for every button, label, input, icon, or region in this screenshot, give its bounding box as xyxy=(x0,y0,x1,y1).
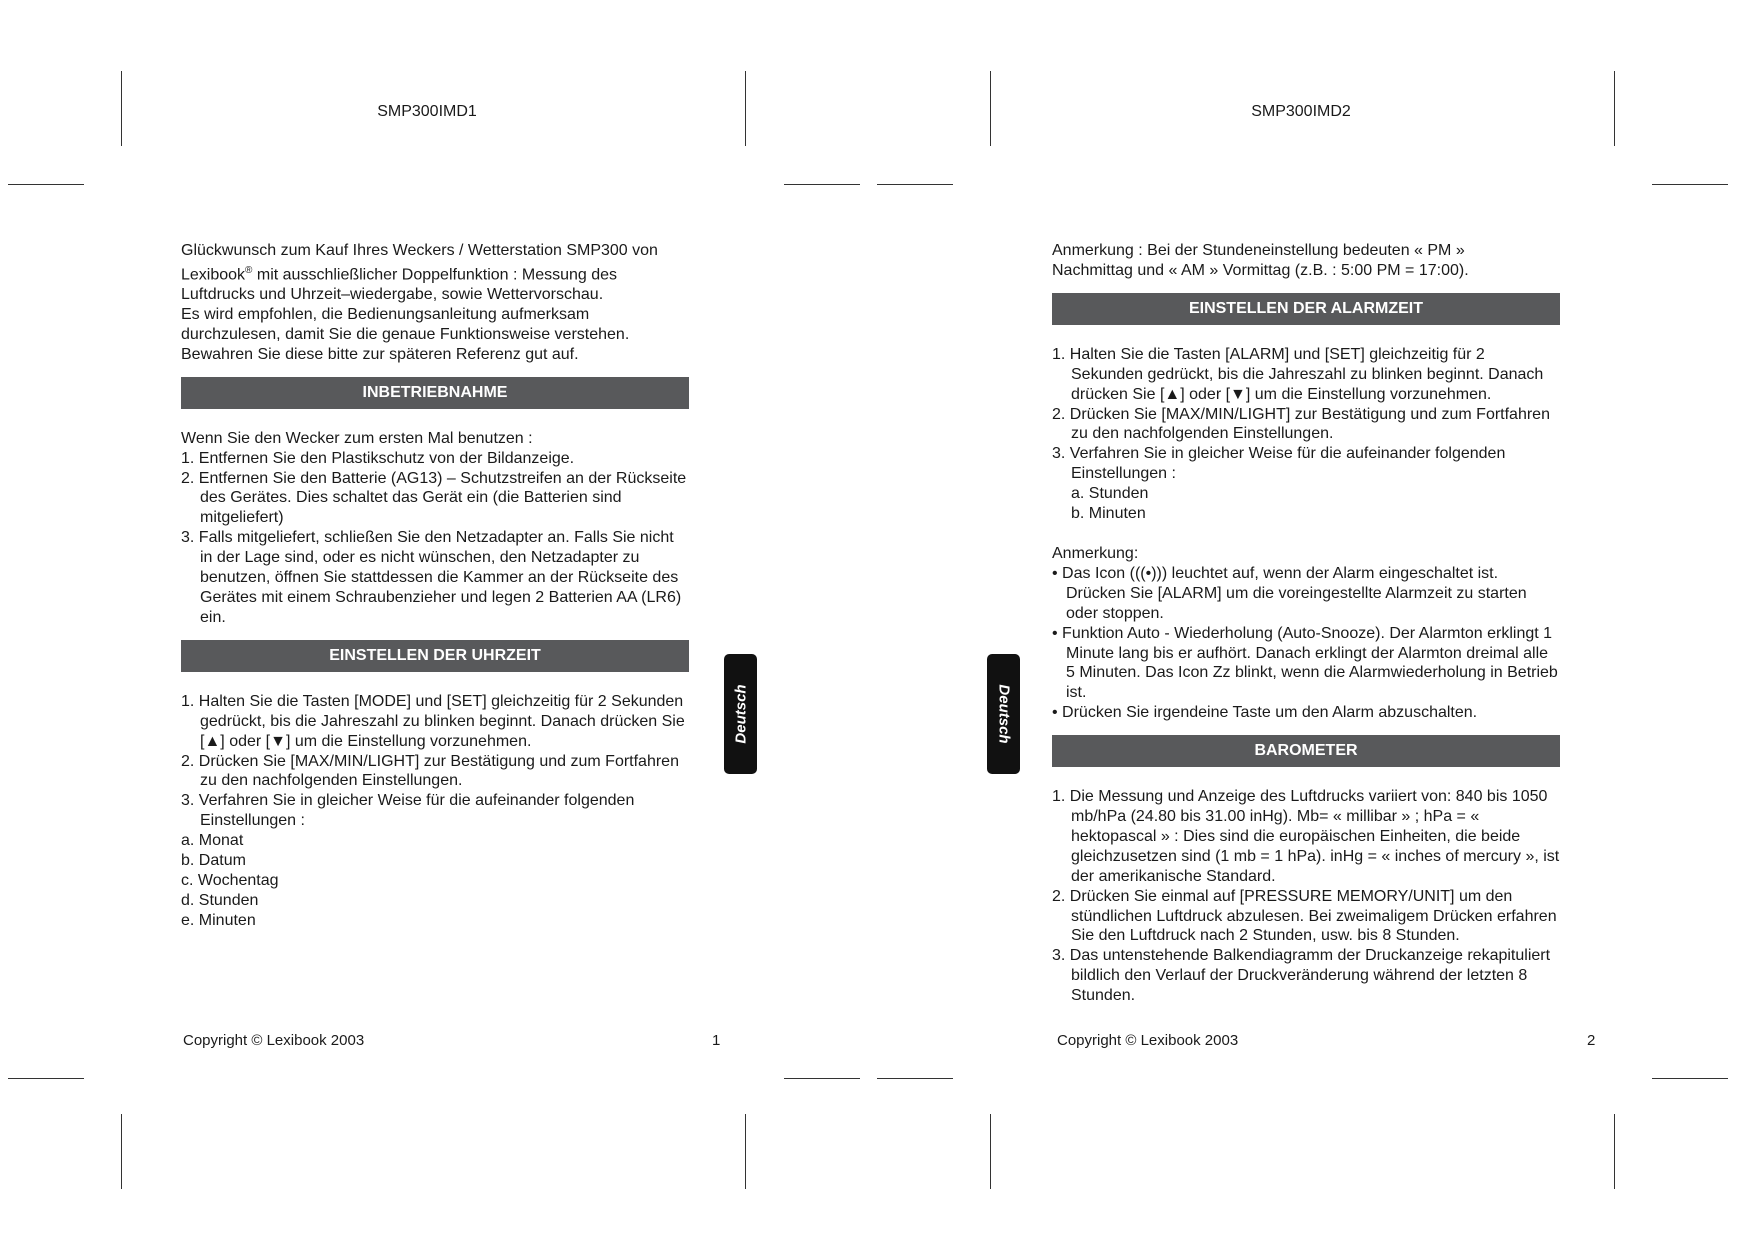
list-item: 2. Drücken Sie einmal auf [PRESSURE MEMORY/UNIT] um den stündlichen Luftdruck abzulesen. Bei zweimaligem Drücken erfahren Sie den Luftdruck nach 2 Stunden, usw. bis 8 Stunden. xyxy=(1052,887,1557,945)
list-item-text: 1. Halten Sie die Tasten [ALARM] und [SET] gleichzeitig für 2 Sekunden gedrückt, bis die Jahreszahl zu blinken beginnt. Danach drücken Sie [ xyxy=(1052,345,1544,403)
sub-item: c. Wochentag xyxy=(181,871,279,889)
intro-text xyxy=(181,241,689,365)
language-tab xyxy=(724,654,757,774)
crop-mark xyxy=(990,71,991,146)
up-arrow-icon: ▲ xyxy=(204,732,221,750)
sub-item: d. Stunden xyxy=(181,891,259,909)
page-number: 1 xyxy=(712,1032,721,1049)
list-item xyxy=(181,692,689,752)
crop-mark xyxy=(1652,1078,1728,1079)
language-tab xyxy=(987,654,1020,774)
crop-mark xyxy=(1614,71,1615,146)
list-item: 2. Drücken Sie [MAX/MIN/LIGHT] zur Bestätigung und zum Fortfahren zu den nachfolgenden Einstellungen. xyxy=(1052,405,1550,443)
list-item: 3. Verfahren Sie in gleicher Weise für die aufeinander folgenden Einstellungen : xyxy=(181,792,635,830)
crop-mark xyxy=(8,1078,84,1079)
crop-mark xyxy=(877,1078,953,1079)
section-lead: Wenn Sie den Wecker zum ersten Mal benutzen : xyxy=(181,429,533,447)
registered-mark: ® xyxy=(245,264,253,276)
note-line: Nachmittag und « AM » Vormittag (z.B. : 5:00 PM = 17:00). xyxy=(1052,261,1469,279)
bullet-item: • Drücken Sie irgendeine Taste um den Alarm abzuschalten. xyxy=(1052,704,1478,722)
list-item: 3. Das untenstehende Balkendiagramm der Druckanzeige rekapituliert bildlich den Verlauf der Druckveränderung während der letzten 8 Stunden. xyxy=(1052,947,1551,1005)
section-header-barometer: BAROMETER xyxy=(1052,735,1560,767)
list-item: 1. Die Messung und Anzeige des Luftdrucks variiert von: 840 bis 1050 mb/hPa (24.80 bis 31.00 inHg). Mb= « millibar » ; hPa = « hektopascal » : Dies sind die europäischen Einheiten, die beide gleichzusetzen sind (1 mb = 1 hPa). inHg = « inches of mercury », ist der amerikanische Standard. xyxy=(1052,788,1560,885)
section-header-einstellen-der-alarmzeit: EINSTELLEN DER ALARMZEIT xyxy=(1052,293,1560,325)
document-id: SMP300IMD2 xyxy=(1251,103,1351,120)
crop-mark xyxy=(8,184,84,185)
section-header-einstellen-der-uhrzeit: EINSTELLEN DER UHRZEIT xyxy=(181,640,689,672)
sub-item: b. Datum xyxy=(181,852,246,870)
crop-mark xyxy=(877,184,953,185)
down-arrow-icon: ▼ xyxy=(1230,385,1246,403)
up-arrow-icon: ▲ xyxy=(1164,385,1181,403)
page-2-content xyxy=(1052,241,1560,1006)
list-item-text: ] um die Einstellung vorzunehmen. xyxy=(1245,385,1492,403)
sub-item: a. Monat xyxy=(181,832,244,850)
intro-fragment: mit ausschließlicher Doppelfunktion : Messung des xyxy=(252,266,618,284)
list-item xyxy=(1052,345,1560,405)
copyright: Copyright © Lexibook 2003 xyxy=(1057,1032,1239,1049)
sub-item: b. Minuten xyxy=(1071,505,1146,523)
crop-mark xyxy=(745,71,746,146)
list-item-text: ] oder [ xyxy=(220,732,271,750)
sub-item: a. Stunden xyxy=(1071,485,1149,503)
list-item-text: 1. Halten Sie die Tasten [MODE] und [SET] gleichzeitig für 2 Sekunden gedrückt, bis die Jahreszahl zu blinken beginnt. Danach drücken Sie [ xyxy=(181,692,685,750)
document-id: SMP300IMD1 xyxy=(377,103,477,120)
intro-line: Glückwunsch zum Kauf Ihres Weckers / Wetterstation SMP300 von xyxy=(181,242,658,259)
language-tab-label: Deutsch xyxy=(995,684,1012,744)
sub-item: e. Minuten xyxy=(181,911,256,929)
list-item-text: ] oder [ xyxy=(1180,385,1231,403)
bullet-item: • Funktion Auto - Wiederholung (Auto-Snooze). Der Alarmton erklingt 1 Minute lang bis er aufhört. Danach erklingt der Alarmton dreimal alle 5 Minuten. Das Icon Zz blinkt, wenn die Alarmwiederholung in Betrieb ist. xyxy=(1052,624,1558,702)
language-tab-label: Deutsch xyxy=(732,684,749,744)
brand-name: Lexibook xyxy=(181,266,246,284)
intro-line: Es wird empfohlen, die Bedienungsanleitung aufmerksam xyxy=(181,306,590,324)
crop-mark xyxy=(121,71,122,146)
note-line: Anmerkung : Bei der Stundeneinstellung bedeuten « PM » xyxy=(1052,242,1465,259)
list-item: 1. Entfernen Sie den Plastikschutz von der Bildanzeige. xyxy=(181,449,575,467)
crop-mark xyxy=(1652,184,1728,185)
intro-line xyxy=(181,261,689,285)
section-header-inbetriebnahme: INBETRIEBNAHME xyxy=(181,377,689,409)
intro-line: durchzulesen, damit Sie die genaue Funktionsweise verstehen. xyxy=(181,325,630,343)
list-item-text: ] um die Einstellung vorzunehmen. xyxy=(285,732,532,750)
crop-mark xyxy=(784,1078,860,1079)
page-1-content xyxy=(181,241,689,931)
crop-mark xyxy=(784,184,860,185)
crop-mark xyxy=(121,1114,122,1189)
copyright: Copyright © Lexibook 2003 xyxy=(183,1032,365,1049)
intro-line: Bewahren Sie diese bitte zur späteren Referenz gut auf. xyxy=(181,345,579,363)
crop-mark xyxy=(990,1114,991,1189)
note-label: Anmerkung: xyxy=(1052,544,1139,562)
bullet-item: • Das Icon (((•))) leuchtet auf, wenn der Alarm eingeschaltet ist. Drücken Sie [ALARM] um die voreingestellte Alarmzeit zu starten oder stoppen. xyxy=(1052,564,1527,622)
list-item: 3. Falls mitgeliefert, schließen Sie den Netzadapter an. Falls Sie nicht in der Lage sind, oder es nicht wünschen, den Netzadapter zu benutzen, öffnen Sie stattdessen die Kammer an der Rückseite des Gerätes mit einem Schraubenzieher und legen 2 Batterien AA (LR6) ein. xyxy=(181,529,682,626)
page-number: 2 xyxy=(1587,1032,1596,1049)
list-item: 2. Entfernen Sie den Batterie (AG13) – Schutzstreifen an der Rückseite des Gerätes. Dies schaltet das Gerät ein (die Batterien sind mitgeliefert) xyxy=(181,469,687,527)
down-arrow-icon: ▼ xyxy=(270,732,286,750)
crop-mark xyxy=(745,1114,746,1189)
list-item: 2. Drücken Sie [MAX/MIN/LIGHT] zur Bestätigung und zum Fortfahren zu den nachfolgenden Einstellungen. xyxy=(181,752,679,790)
list-item: 3. Verfahren Sie in gleicher Weise für die aufeinander folgenden Einstellungen : xyxy=(1052,445,1506,483)
intro-line: Luftdrucks und Uhrzeit–wiedergabe, sowie Wettervorschau. xyxy=(181,286,604,304)
crop-mark xyxy=(1614,1114,1615,1189)
